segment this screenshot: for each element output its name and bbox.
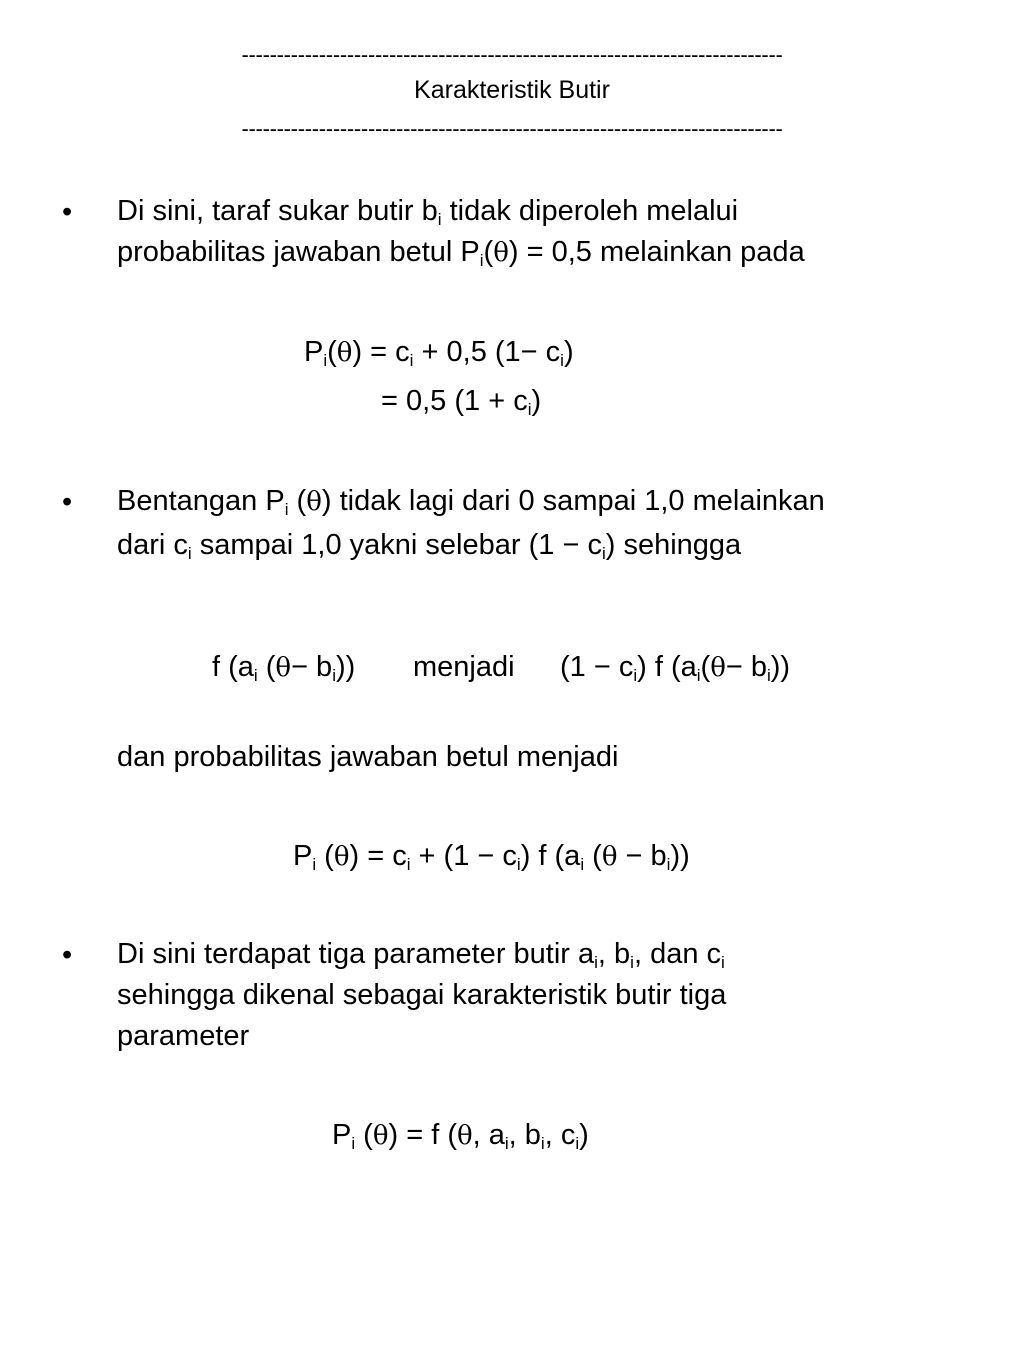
- equation-1-line-1: $P_i(\theta) = c_i + 0,5$ $(1- c_i)$: [304, 336, 574, 370]
- paragraph-4-line-1: Di sini terdapat tiga parameter butir $a_i$, $b_i$, dan $c_i$: [117, 938, 725, 972]
- equation-2-connector: menjadi: [413, 651, 515, 683]
- paragraph-1-line-2: probabilitas jawaban betul $P_i(\theta) = 0,5$ melainkan pada: [117, 236, 805, 270]
- paragraph-3: dan probabilitas jawaban betul menjadi: [117, 741, 619, 773]
- page-title: Karakteristik Butir: [414, 76, 610, 104]
- top-divider: -----------------------------------------------------------------------------: [241, 42, 783, 67]
- paragraph-2-line-1: Bentangan $P_i$ (θ) tidak lagi dari 0 sampai 1,0 melainkan: [117, 485, 825, 519]
- paragraph-4-line-2: sehingga dikenal sebagai karakteristik butir tiga: [117, 979, 727, 1011]
- paragraph-1-line-1: Di sini, taraf sukar butir $b_i$ tidak diperoleh melalui: [117, 195, 739, 229]
- paragraph-2-line-2: dari $c_i$ sampai 1,0 yakni selebar $(1 - c_i)$ sehingga: [117, 529, 742, 563]
- bullet-icon: •: [62, 939, 73, 971]
- bullet-icon: •: [62, 196, 73, 228]
- bullet-icon: •: [62, 486, 73, 518]
- bottom-divider: -----------------------------------------------------------------------------: [241, 116, 783, 141]
- equation-2-right: $(1 - c_i)$ f $(a_i(\theta- b_i))$: [560, 651, 791, 685]
- equation-3: $P_i$ $(\theta) = c_i + (1 - c_i)$ f ($a_i$ $(\theta - b_i)$): [293, 840, 690, 874]
- equation-4: $P_i$ (θ) = f (θ, $a_i$, $b_i$, $c_i$): [332, 1119, 589, 1153]
- paragraph-4-line-3: parameter: [117, 1020, 250, 1052]
- equation-2-left: f ($a_i$ $(\theta- b_i)$): [212, 651, 356, 685]
- equation-1-line-2: = 0,5 $(1 + c_i)$: [381, 385, 542, 419]
